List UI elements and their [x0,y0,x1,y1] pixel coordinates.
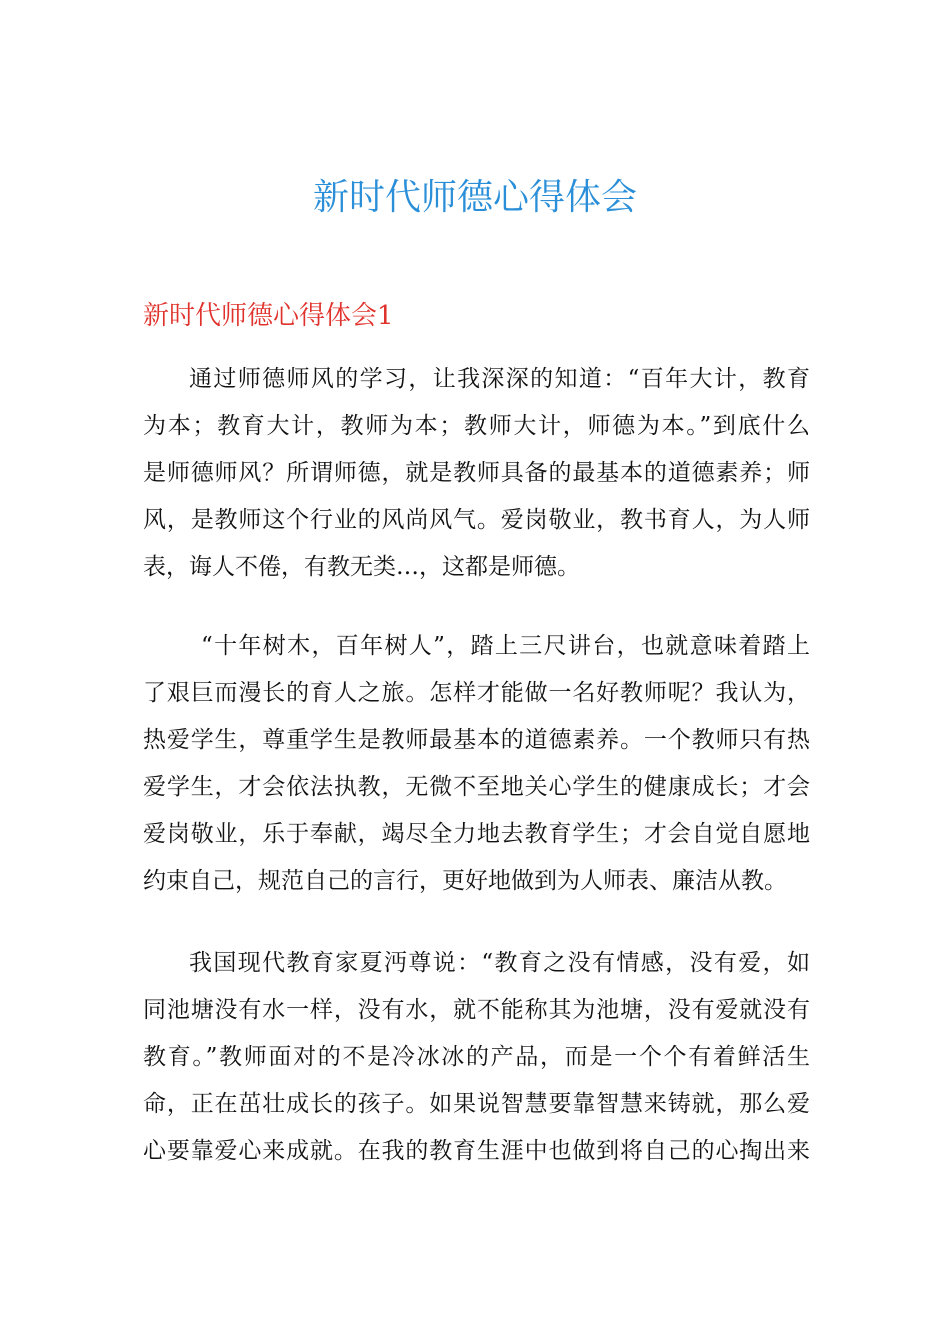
paragraph-line: 爱学生，才会依法执教，无微不至地关心学生的健康成长；才会 [143,774,810,800]
paragraph-2 [143,623,810,905]
paragraph-line: 表，诲人不倦，有教无类…，这都是师德。 [143,554,580,580]
paragraph-line: 是师德师风？所谓师德，就是教师具备的最基本的道德素养；师 [143,460,810,486]
paragraph-line: 通过师德师风的学习，让我深深的知道：“百年大计，教育 [189,366,810,392]
paragraph-line: 热爱学生，尊重学生是教师最基本的道德素养。一个教师只有热 [143,727,810,753]
paragraph-line: 教育。”教师面对的不是冷冰冰的产品，而是一个个有着鲜活生 [143,1044,810,1070]
paragraph-line: 我国现代教育家夏沔尊说：“教育之没有情感，没有爱，如 [189,950,810,976]
paragraph-3 [143,940,810,1175]
paragraph-line: 了艰巨而漫长的育人之旅。怎样才能做一名好教师呢？我认为， [143,680,810,706]
paragraph-line: “十年树木，百年树人”，踏上三尺讲台，也就意味着踏上 [201,633,810,659]
paragraph-line: 约束自己，规范自己的言行，更好地做到为人师表、廉洁从教。 [143,868,787,894]
document-title: 新时代师德心得体会 [312,177,637,218]
section-heading: 新时代师德心得体会1 [143,301,394,331]
paragraph-line: 爱岗敬业，乐于奉献，竭尽全力地去教育学生；才会自觉自愿地 [143,821,810,847]
paragraph-line: 风，是教师这个行业的风尚风气。爱岗敬业，教书育人，为人师 [143,507,810,533]
paragraph-line: 心要靠爱心来成就。在我的教育生涯中也做到将自己的心掏出来 [143,1138,810,1164]
paragraph-1 [143,356,810,591]
paragraph-line: 同池塘没有水一样，没有水，就不能称其为池塘，没有爱就没有 [143,997,810,1023]
paragraph-line: 命，正在茁壮成长的孩子。如果说智慧要靠智慧来铸就，那么爱 [143,1091,810,1117]
paragraph-line: 为本；教育大计，教师为本；教师大计，师德为本。”到底什么 [143,413,810,439]
